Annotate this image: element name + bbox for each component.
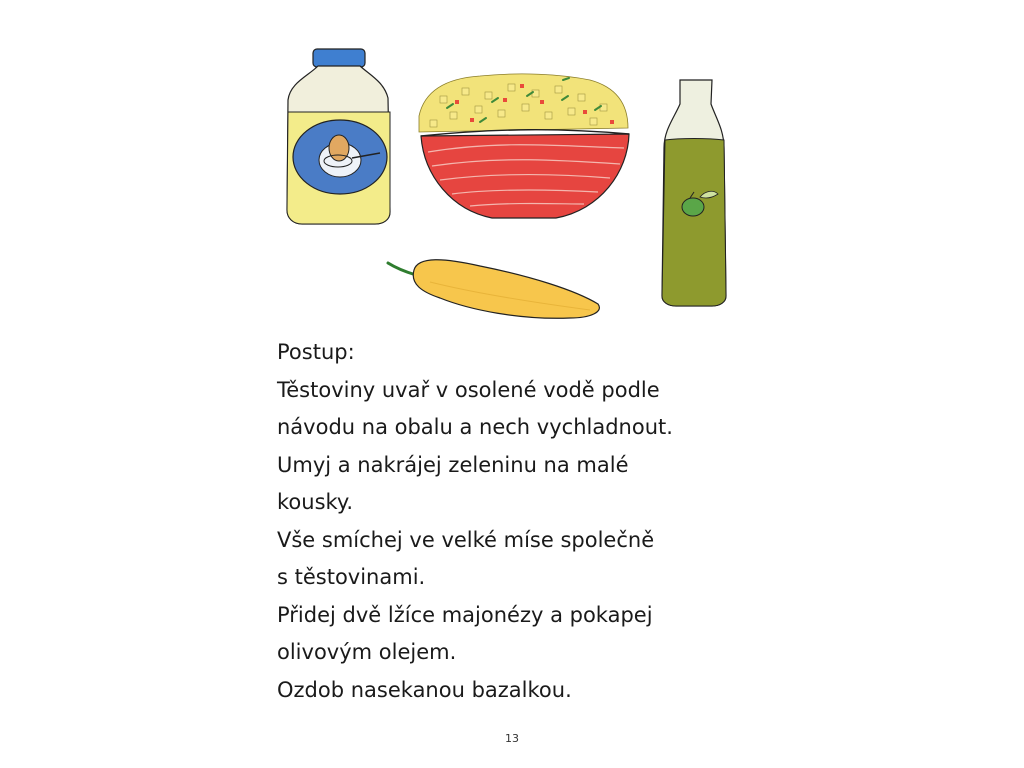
recipe-line: Vše smíchej ve velké míse společně — [277, 527, 655, 552]
recipe-line: Umyj a nakrájej zeleninu na malé — [277, 452, 629, 477]
mayonnaise-jar-illustration — [287, 49, 390, 224]
page-number: 13 — [505, 732, 519, 745]
recipe-line: Ozdob nasekanou bazalkou. — [277, 677, 572, 702]
pasta-salad-bowl-illustration — [419, 74, 629, 218]
recipe-heading: Postup: — [277, 340, 355, 364]
recipe-instructions — [277, 334, 797, 709]
recipe-line: s těstovinami. — [277, 565, 426, 589]
recipe-line: Přidej dvě lžíce majonézy a pokapej — [277, 602, 653, 627]
yellow-pepper-illustration — [388, 260, 599, 319]
recipe-line: kousky. — [277, 490, 354, 514]
recipe-line: návodu na obalu a nech vychladnout. — [277, 415, 673, 439]
recipe-line: Těstoviny uvař v osolené vodě podle — [277, 377, 660, 402]
olive-oil-bottle-illustration — [662, 80, 726, 306]
illustrations — [0, 0, 1024, 330]
recipe-line: olivovým olejem. — [277, 640, 457, 664]
